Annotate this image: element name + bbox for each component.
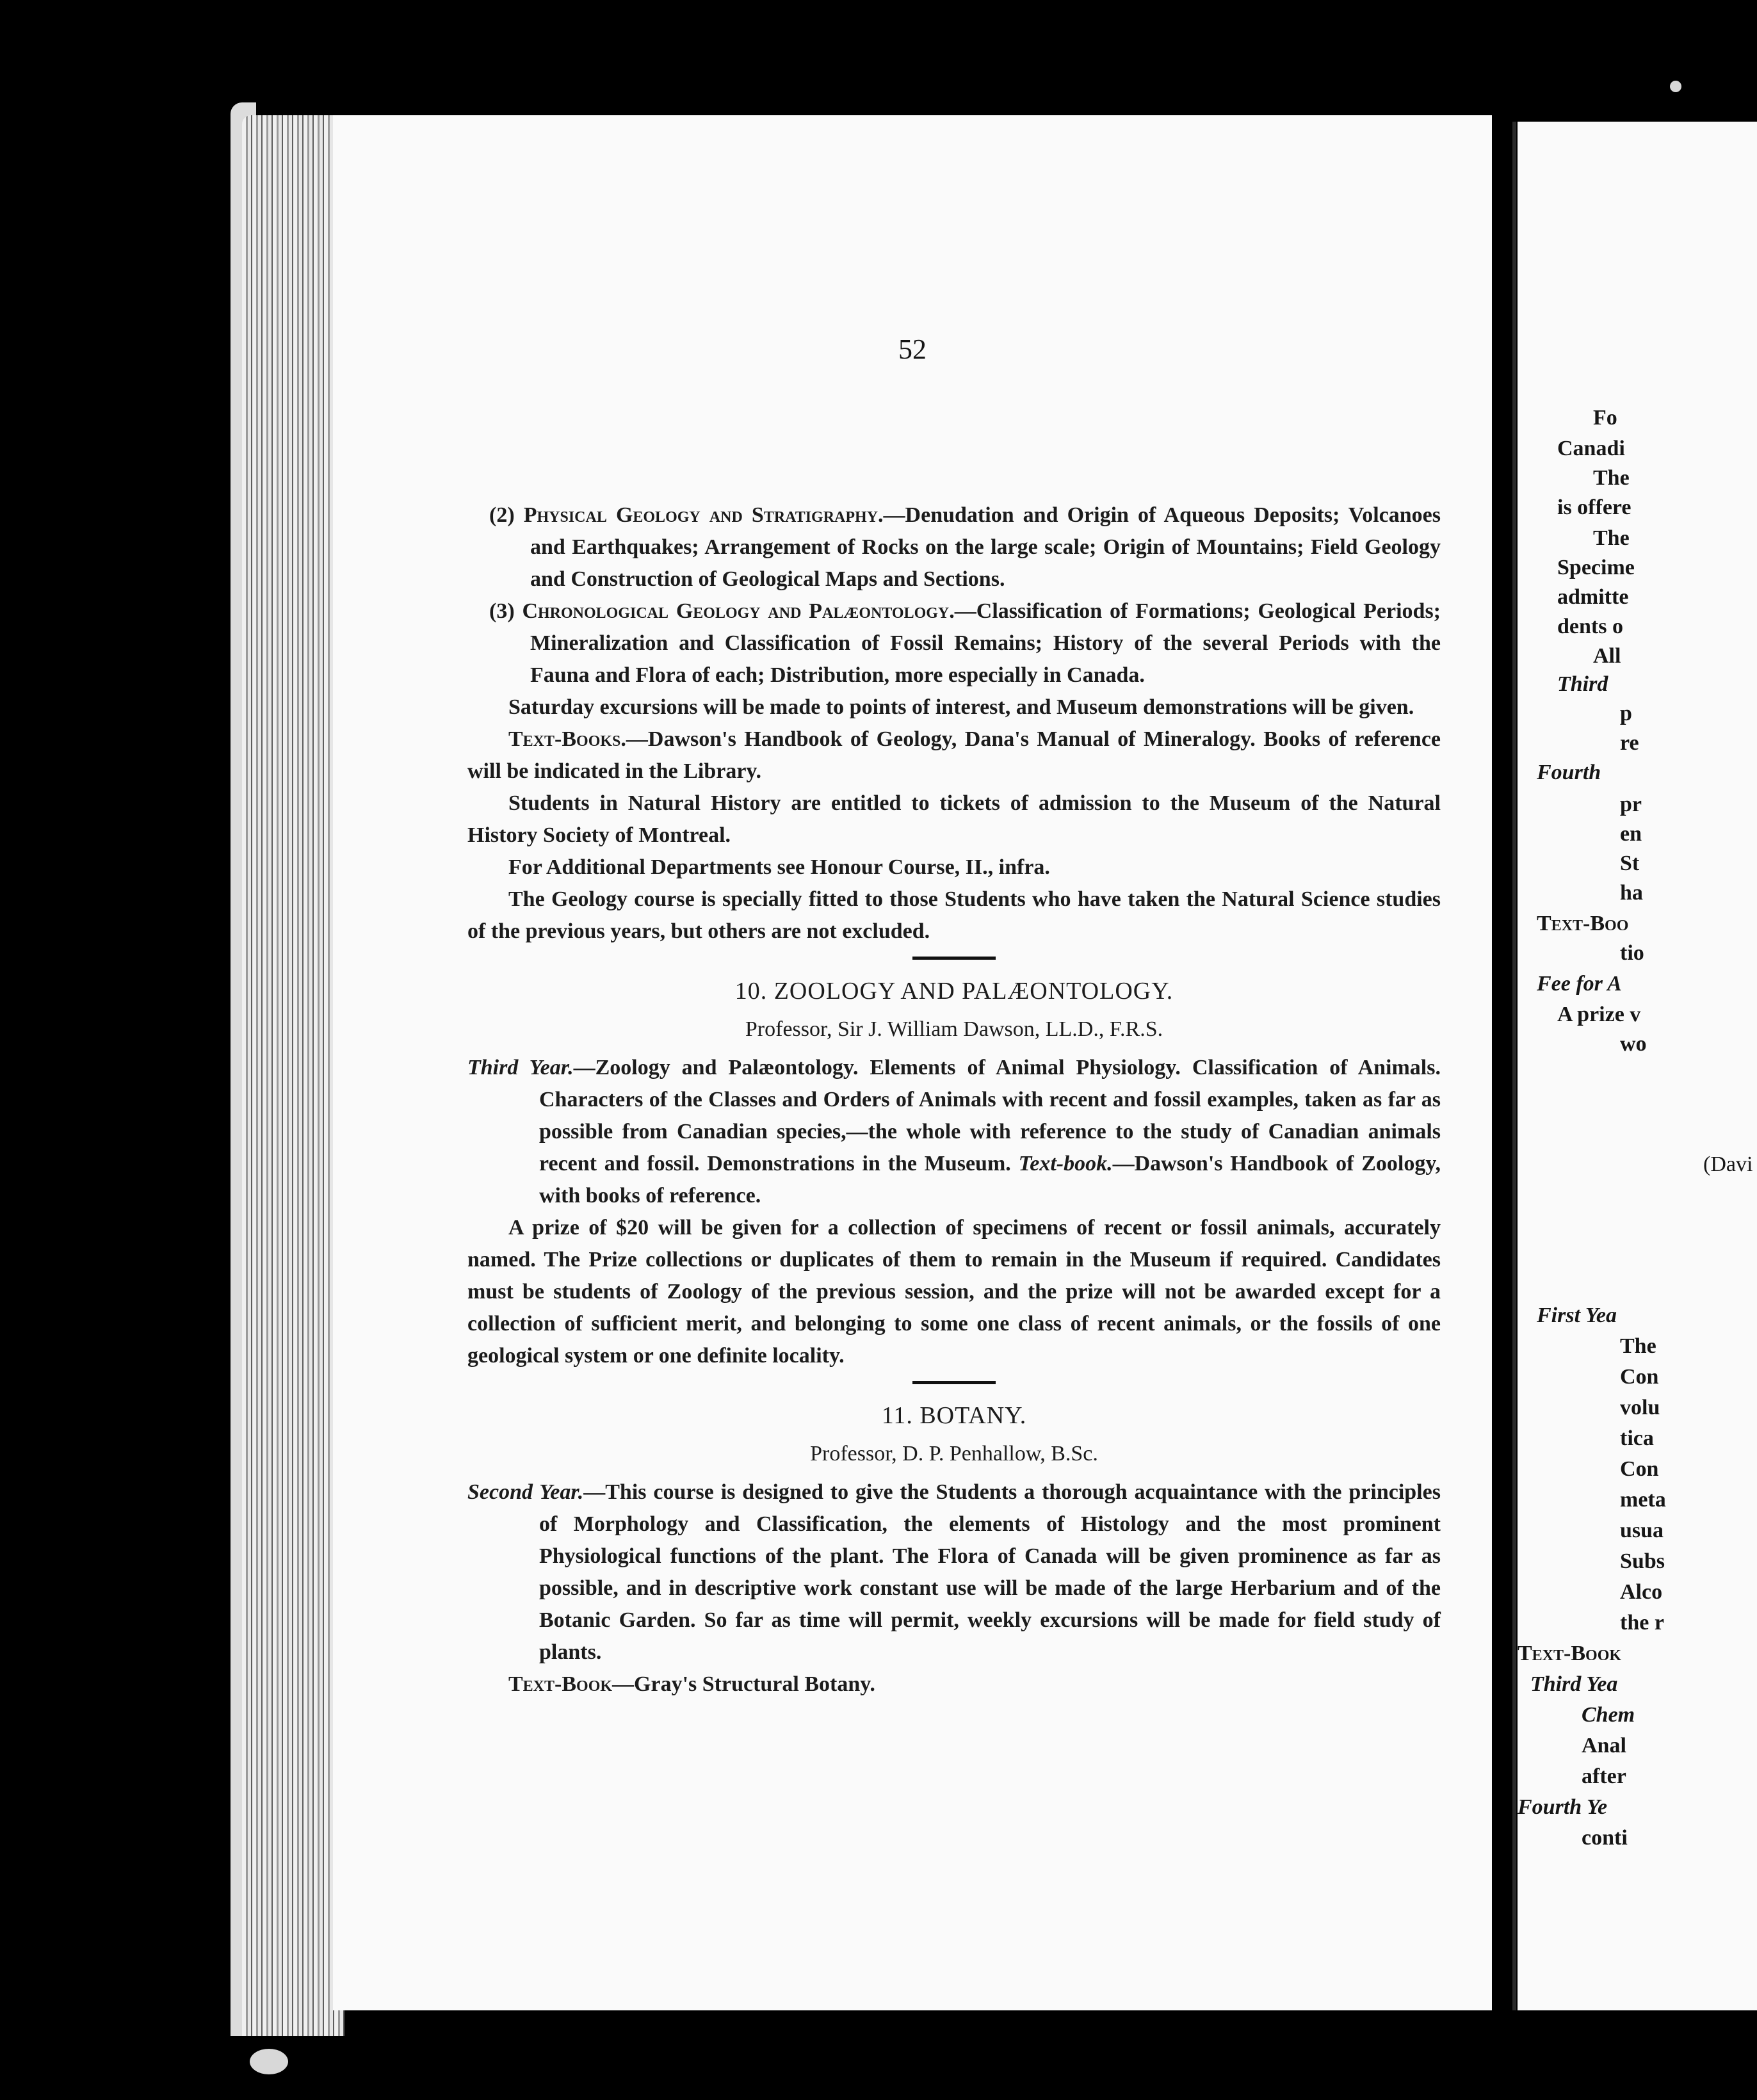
next-line: admitte [1557, 585, 1629, 609]
third-year-label: Third Year. [467, 1056, 574, 1079]
scan-artifact [1670, 81, 1681, 92]
next-line: Text-Boo [1537, 912, 1629, 935]
item2-text: —Denudation and Origin of Aqueous Deposits; Volcanoes and Earthquakes; Arrangement of Rocks on the large scale; Origin of Mountains; Field Geology and Construction of Geological Maps and Sections. [530, 503, 1441, 591]
page-stack-edges [242, 115, 344, 2036]
geology-textbooks [467, 723, 1441, 788]
zoology-heading: 10. ZOOLOGY AND PALÆONTOLOGY. [734, 978, 1174, 1005]
next-line: pr [1620, 793, 1642, 816]
geology-item-2 [467, 499, 1441, 595]
next-line: meta [1620, 1488, 1666, 1512]
next-line: en [1620, 822, 1642, 846]
second-year-text: —This course is designed to give the Students a thorough acquaintance with the principles of Morphology and Classification, the elements of Histology and the most prominent Physiological functions of the plant. The Flora of Canada will be given prominence as far as possible, and in descriptive work constant use will be made of the large Herbarium and of the Botanic Garden. So far as time will permit, weekly excursions will be made for field study of plants. [539, 1480, 1441, 1664]
next-line: (Davi [1703, 1152, 1753, 1176]
zoology-prize: A prize of $20 will be given for a collection of specimens of recent or fossil animals, accurately named. The Prize collections or duplicates of them to remain in the Museum if required. Candidates must be students of Zoology of the previous session, and the prize will not be awarded except for a collection of sufficient merit, and belonging to some one class of recent animals, or the fossils of one geological system or one definite locality. [467, 1216, 1441, 1368]
geology-fitted: The Geology course is specially fitted to those Students who have taken the Natural Science studies of the previous years, but others are not excluded. [467, 887, 1441, 943]
item2-label: (2) Physical Geology and Stratigraphy. [489, 503, 884, 527]
textbooks-text: —Dawson's Handbook of Geology, Dana's Manual of Mineralogy. Books of reference will be indicated in the Library. [467, 727, 1441, 783]
next-line: the r [1620, 1611, 1664, 1635]
botany-professor: Professor, D. P. Penhallow, B.Sc. [810, 1442, 1098, 1466]
next-line: A prize v [1557, 1003, 1641, 1026]
next-line: wo [1620, 1032, 1647, 1056]
next-line: Third [1557, 672, 1608, 696]
second-year-label: Second Year. [467, 1480, 584, 1504]
next-line: volu [1620, 1396, 1660, 1419]
botany-textbook-text: —Gray's Structural Botany. [612, 1672, 875, 1696]
section-divider [912, 1381, 996, 1384]
geology-excursions: Saturday excursions will be made to points of interest, and Museum demonstrations will be given. [508, 695, 1414, 719]
botany-textbook-label: Text-Book [508, 1672, 613, 1696]
next-line: The [1593, 526, 1630, 550]
page-number: 52 [898, 334, 927, 365]
item3-text: —Classification of Formations; Geological Periods; Mineralization and Classification of Fossil Remains; History of the several Periods with the Fauna and Flora of each; Distribution, more especially in Canada. [530, 599, 1441, 687]
book-page-right-partial [1518, 122, 1757, 2010]
next-line: is offere [1557, 496, 1632, 519]
textbooks-label: Text-Books. [508, 727, 626, 751]
botany-heading: 11. BOTANY. [881, 1402, 1027, 1429]
next-line: Alco [1620, 1580, 1663, 1604]
next-line: Fo [1593, 406, 1617, 430]
scan-artifact [250, 2049, 288, 2074]
next-line: Anal [1582, 1734, 1626, 1757]
next-line: after [1582, 1765, 1626, 1788]
book-page-left [333, 115, 1492, 2010]
next-line: The [1620, 1334, 1656, 1358]
next-line: Subs [1620, 1549, 1665, 1573]
next-line: All [1593, 644, 1621, 668]
zoology-third-year [467, 1052, 1441, 1212]
section-divider [912, 957, 996, 960]
next-line: re [1620, 731, 1639, 755]
next-line: Chem [1582, 1703, 1635, 1727]
next-line: conti [1582, 1826, 1628, 1850]
next-line: Fourth [1537, 761, 1601, 784]
next-line: tica [1620, 1426, 1654, 1450]
next-line: p [1620, 702, 1632, 725]
zoology-professor: Professor, Sir J. William Dawson, LL.D., F.R.S. [745, 1017, 1163, 1041]
geology-museum: Students in Natural History are entitled to tickets of admission to the Museum of the Natural History Society of Montreal. [467, 791, 1441, 847]
next-line: Canadi [1557, 437, 1625, 460]
next-line: dents o [1557, 615, 1623, 638]
botany-second-year [467, 1476, 1441, 1668]
zoology-textbook-label: Text-book. [1018, 1152, 1113, 1175]
zoology-textbook-text: —Dawson's Handbook of Zoology, with books of reference. [539, 1152, 1441, 1208]
botany-textbook [467, 1668, 1441, 1700]
third-year-text: —Zoology and Palæontology. Elements of Animal Physiology. Classification of Animals. Characters of the Classes and Orders of Animals with recent and fossil examples, taken as far as possible from Canadian species,—the whole with reference to the study of Canadian animals recent and fossil. Demonstrations in the Museum. [539, 1056, 1441, 1175]
next-line: First Yea [1537, 1304, 1617, 1327]
next-line: Con [1620, 1457, 1659, 1481]
page-body [467, 499, 1441, 1700]
geology-item-3 [467, 595, 1441, 691]
next-line: tio [1620, 941, 1644, 965]
next-line: Fee for A [1537, 972, 1622, 996]
next-line: Fourth Ye [1518, 1795, 1608, 1819]
next-line: usua [1620, 1519, 1664, 1542]
next-line: Third Yea [1530, 1672, 1618, 1696]
next-line: The [1593, 466, 1630, 490]
next-line: Text-Book [1518, 1642, 1622, 1665]
next-line: St [1620, 852, 1640, 875]
next-line: Specime [1557, 556, 1635, 579]
item3-label: (3) Chronological Geology and Palæontology. [489, 599, 955, 623]
next-line: Con [1620, 1365, 1659, 1389]
next-line: ha [1620, 881, 1643, 905]
geology-additional: For Additional Departments see Honour Course, II., infra. [508, 855, 1050, 879]
